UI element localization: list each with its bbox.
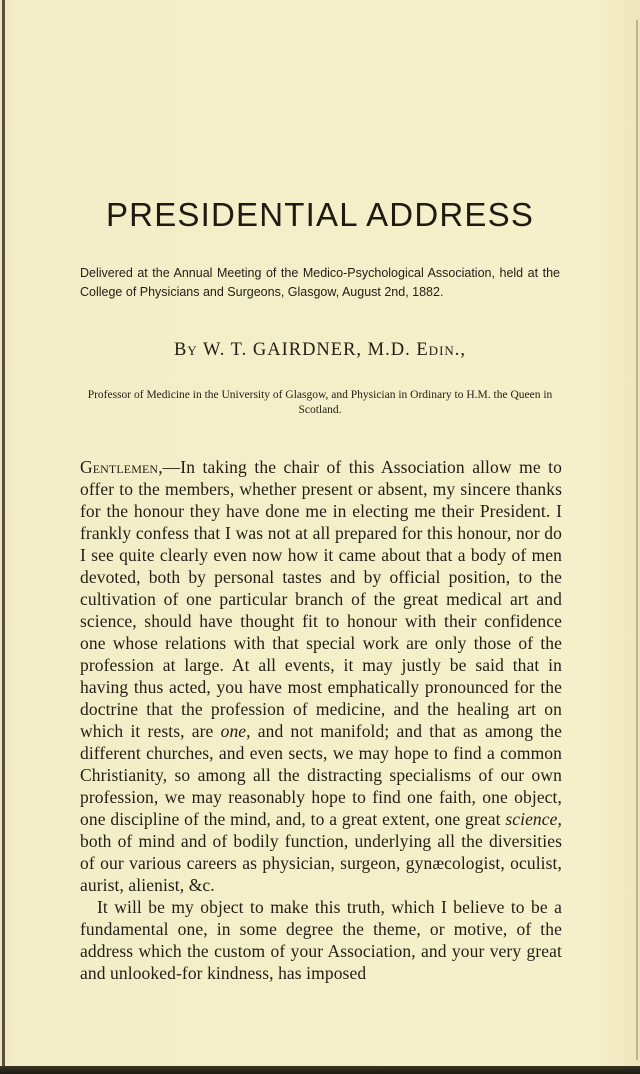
author-suffix: Edin., <box>416 340 467 360</box>
page-bottom-edge <box>0 1066 640 1074</box>
emphasis-one: one, <box>220 721 251 741</box>
paragraph-1-part-b: and not manifold; and that as among the different churches, and even sects, we may hope to find a common Christianity, so among all the distracting specialisms of our own profession, we may reasonably hope to find one faith, one object, one discipline of the mind, and, to a great extent, one great <box>80 721 562 829</box>
author-line <box>40 340 600 361</box>
author-name: W. T. GAIRDNER, M.D. <box>203 340 411 360</box>
author-affiliation: Professor of Medicine in the University of Glasgow, and Physician in Ordinary to H.M. the Queen in Scotland. <box>87 389 553 416</box>
author-prefix: By <box>173 340 198 360</box>
address-body <box>80 456 562 984</box>
page-left-edge <box>2 0 5 1074</box>
page-right-edge <box>636 20 638 1060</box>
salutation: Gentlemen, <box>80 457 163 477</box>
subtitle: Delivered at the Annual Meeting of the Medico-Psychological Association, held at the College of Physicians and Surgeons, Glasgow, August 2nd, 1882. <box>80 266 560 299</box>
page-title: PRESIDENTIAL ADDRESS <box>105 196 535 233</box>
paragraph-1-part-a: —In taking the chair of this Association allow me to offer to the members, whether present or absent, my sincere thanks for the honour they have done me in electing me their President. I frankly confess that I was not at all prepared for this honour, nor do I see quite clearly even now how it came about that a body of men devoted, both by personal tastes and by official position, to the cultivation of one particular branch of the great medical art and science, should have thought fit to honour with their confidence one whose relations with that special work are only those of the profession at large. At all events, it may justly be said that in having thus acted, you have most emphatically pronounced for the doctrine that the profession of medicine, and the healing art on which it rests, are <box>80 457 562 741</box>
paragraph-1-part-c: both of mind and of bodily function, underlying all the diversities of our various careers as physician, surgeon, gynæcologist, oculist, aurist, alienist, &c. <box>80 831 562 895</box>
paragraph-2: It will be my object to make this truth, which I believe to be a fundamental one, in some degree the theme, or motive, of the address which the custom of your Association, and your very great and unlooked-for kindness, has imposed <box>80 897 562 983</box>
emphasis-science: science, <box>505 809 562 829</box>
paragraph-1 <box>80 456 562 896</box>
